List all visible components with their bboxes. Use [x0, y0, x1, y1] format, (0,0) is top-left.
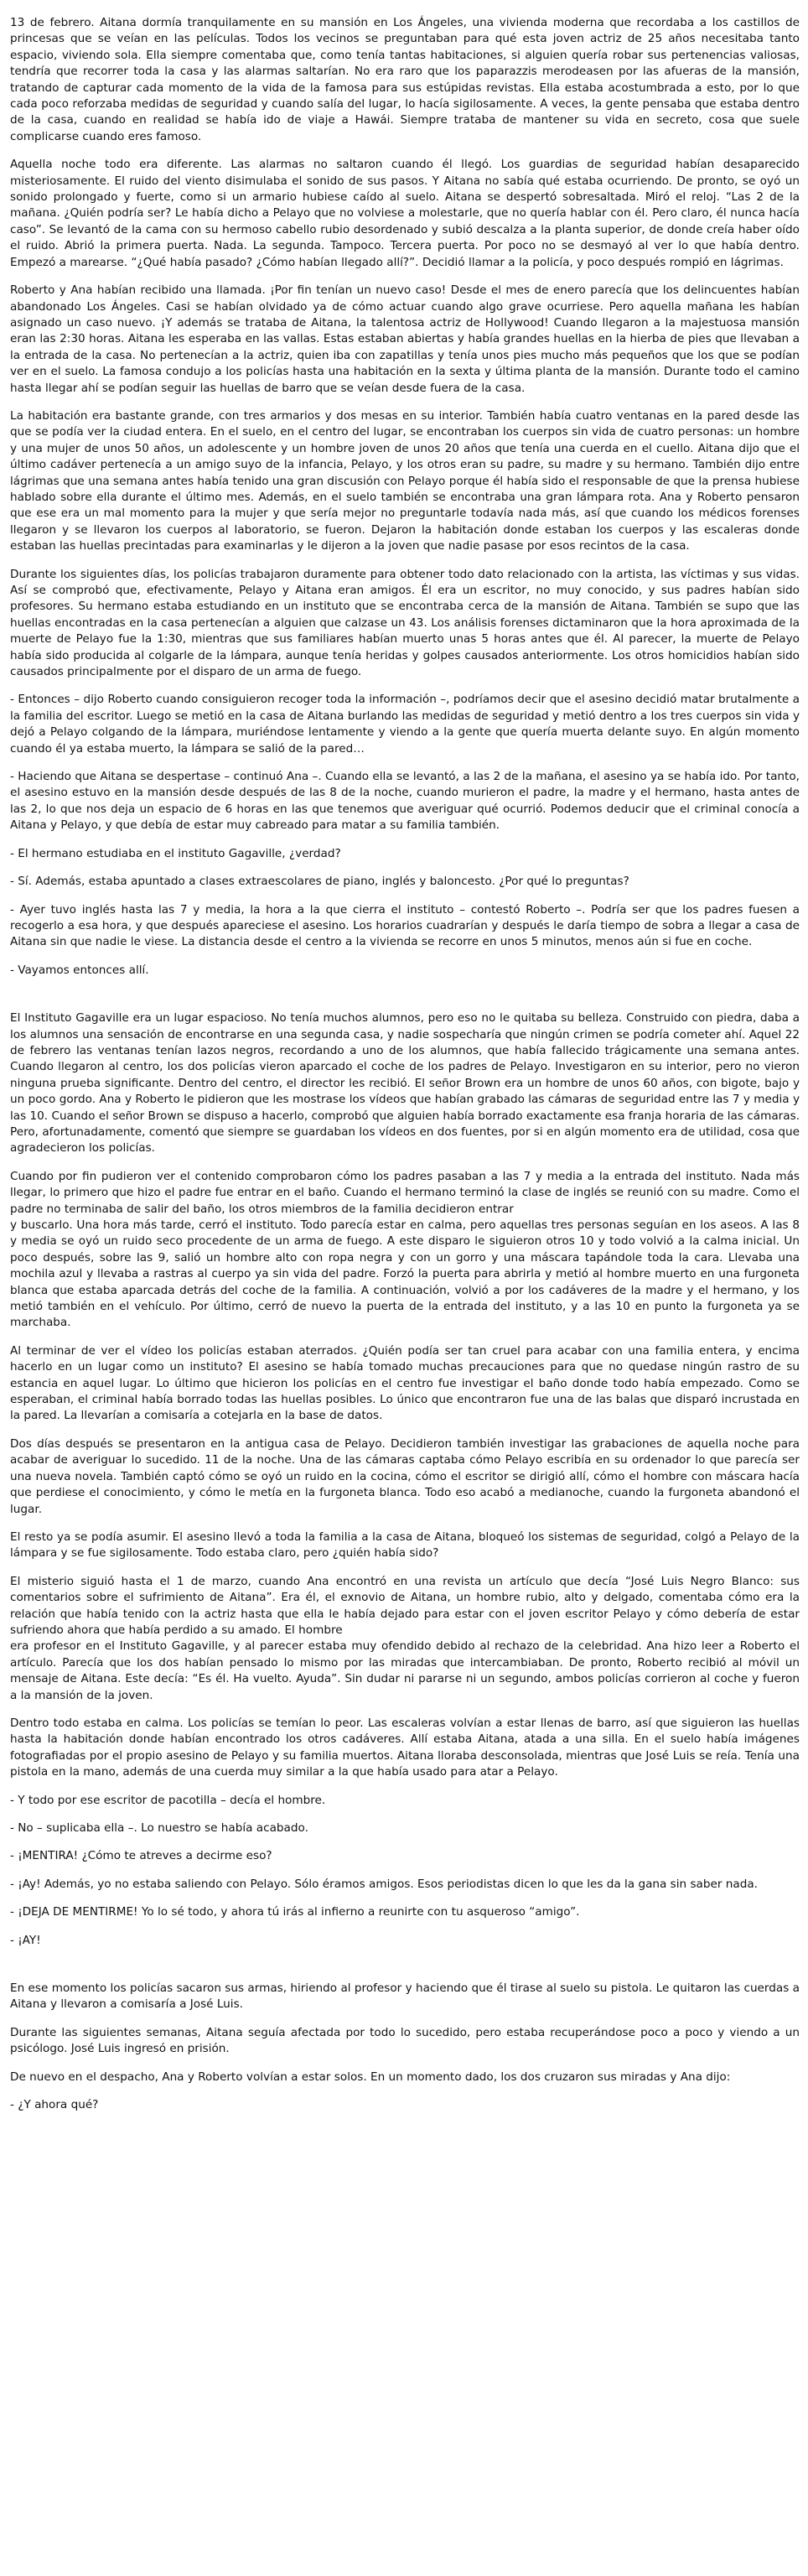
dialogue-line: - Sí. Además, estaba apuntado a clases extraescolares de piano, inglés y baloncesto. ¿Por qué lo preguntas?	[10, 875, 629, 889]
section-gap	[10, 1961, 800, 1981]
dialogue-line: - Y todo por ese escritor de pacotilla – decía el hombre.	[10, 1793, 326, 1807]
paragraph: En ese momento los policías sacaron sus armas, hiriendo al profesor y haciendo que él tirase al suelo su pistola. Le quitaron las cuerdas a Aitana y llevaron a comisaría a José Luis.	[10, 1981, 800, 2012]
paragraph: Al terminar de ver el vídeo los policías estaban aterrados. ¿Quién podía ser tan cruel para acabar con una familia entera, y encima hacerlo en un lugar como un instituto? El asesino se había tomado muchas precauciones para que no quedase ningún rastro de su estancia en aquel lugar. Lo último que hicieron los policías en el centro fue investigar el baño donde todo había empezado. Como se esperaban, el criminal había borrado todas las huellas posibles. Lo único que encontraron fue una de las balas que disparó incrustada en la pared. La llevarían a comisaría a cotejarla en la base de datos.	[10, 1343, 800, 1423]
paragraph: El Instituto Gagaville era un lugar espacioso. No tenía muchos alumnos, pero eso no le quitaba su belleza. Construido con piedra, daba a los alumnos una sensación de encontrarse en una segunda casa, y nadie sospecharía que ningún crimen se podría cometer ahí. Aquel 22 de febrero las ventanas tenían lazos negros, recordando a uno de los alumnos, que había fallecido trágicamente una semana antes. Cuando llegaron al centro, los dos policías vieron aparcado el coche de los padres de Pelayo. Investigaron en su interior, pero no vieron ninguna prueba significante. Dentro del centro, el director les recibió. El señor Brown era un hombre de unos 60 años, con bigote, bajo y un poco gordo. Ana y Roberto le pidieron que les mostrase los vídeos que habían grabado las cámaras de seguridad entre las 7 y media y las 10. Cuando el señor Brown se dispuso a hacerlo, comprobó que alguien había borrado exactamente esa franja horaria de las cámaras. Pero, afortunadamente, comentó que siempre se guardaban los vídeos en dos fuentes, por si en algún momento era de utilidad, cosa que agradecieron los policías.	[10, 1011, 800, 1156]
paragraph: Durante los siguientes días, los policías trabajaron duramente para obtener todo dato relacionado con la artista, las víctimas y sus vidas. Así se comprobó que, efectivamente, Pelayo y Aitana eran amigos. Él era un escritor, no muy conocido, y sus padres habían sido profesores. Su hermano estaba estudiando en un instituto que se encontraba cerca de la mansión de Aitana. También se supo que las huellas encontradas en la casa pertenecían a alguien que calzase un 43. Los análisis forenses dictaminaron que la hora aproximada de la muerte de Pelayo fue la 1:30, mientras que sus familiares habían muerto unas 5 horas antes que él. Al parecer, la muerte de Pelayo había sido producida al colgarle de la lámpara, aunque tenía heridas y golpes causados anteriormente. Los otros homicidios habían sido causados principalmente por el disparo de un arma de fuego.	[10, 567, 800, 679]
dialogue-line: - No – suplicaba ella –. Lo nuestro se había acabado.	[10, 1821, 308, 1835]
dialogue-line: - ¿Y ahora qué?	[10, 2098, 99, 2112]
paragraph: Cuando por fin pudieron ver el contenido comprobaron cómo los padres pasaban a las 7 y media a la entrada del instituto. Nada más llegar, lo primero que hizo el padre fue entrar en el baño. Cuando el hermano terminó la clase de inglés se reunió con su madre. Como el padre no terminaba de salir del baño, los otros miembros de la familia decidieron entrar	[10, 1169, 800, 1216]
paragraph: era profesor en el Instituto Gagaville, y al parecer estaba muy ofendido debido al rechazo de la celebridad. Ana hizo leer a Roberto el artículo. Parecía que los dos habían pensado lo mismo por las miradas que intercambiaban. De pronto, Roberto recibió al móvil un mensaje de Aitana. Este decía: “Es él. Ha vuelto. Ayuda”. Sin dudar ni pararse ni un segundo, ambos policías corrieron al coche y fueron a la mansión de la joven.	[10, 1639, 800, 1702]
dialogue-line: - Vayamos entonces allí.	[10, 963, 149, 977]
paragraph: Aquella noche todo era diferente. Las alarmas no saltaron cuando él llegó. Los guardias de seguridad habían desaparecido misteriosamente. El ruido del viento disimulaba el sonido de sus pasos. Y Aitana no sabía qué estaba ocurriendo. De pronto, se oyó un sonido prolongado y fuerte, como si un armario hubiese caído al suelo. Aitana se despertó sobresaltada. Miró el reloj. “Las 2 de la mañana. ¿Quién podría ser? Le había dicho a Pelayo que no volviese a molestarle, que no quería hablar con él. Pero claro, él nunca hacía caso”. Se levantó de la cama con su hermoso cabello rubio desordenado y subió descalza a la planta superior, de donde creía haber oído el ruido. Abrió la primera puerta. Nada. La segunda. Tampoco. Tercera puerta. Por poco no se desmayó al ver lo que había dentro. Empezó a marearse. “¿Qué había pasado? ¿Cómo habían llegado allí?”. Decidió llamar a la policía, y poco después rompió en lágrimas.	[10, 158, 800, 269]
paragraph: Durante las siguientes semanas, Aitana seguía afectada por todo lo sucedido, pero estaba recuperándose poco a poco y viendo a un psicólogo. José Luis ingresó en prisión.	[10, 2025, 800, 2056]
paragraph: El resto ya se podía asumir. El asesino llevó a toda la familia a la casa de Aitana, bloqueó los sistemas de seguridad, colgó a Pelayo de la lámpara y se fue sigilosamente. Todo estaba claro, pero ¿quién había sido?	[10, 1530, 800, 1561]
dialogue-line: - ¡DEJA DE MENTIRME! Yo lo sé todo, y ahora tú irás al infierno a reunirte con tu asqueroso “amigo”.	[10, 1905, 580, 1919]
paragraph: Dos días después se presentaron en la antigua casa de Pelayo. Decidieron también investigar las grabaciones de aquella noche para acabar de averiguar lo sucedido. 11 de la noche. Una de las cámaras captaba cómo Pelayo escribía en su ordenador lo que parecía ser una nueva novela. También captó cómo se oyó un ruido en la cocina, cómo el escritor se dirigió allí, cómo el hombre con máscara hacía que perdiese el conocimiento, y cómo le metía en la furgoneta blanca. Todo eso acabó a medianoche, cuando la furgoneta abandonó el lugar.	[10, 1436, 800, 1516]
dialogue-line: - Ayer tuvo inglés hasta las 7 y media, la hora a la que cierra el instituto – contestó Roberto –. Podría ser que los padres fuesen a recogerlo a esa hora, y que después apareciese el asesino. Los horarios cuadrarían y después le daría tiempo de sobra a llegar a casa de Aitana sin que nadie le viese. La distancia desde el centro a la vivienda se recorre en unos 5 minutos, menos aún si fue en coche.	[10, 902, 800, 949]
dialogue-line: - ¡MENTIRA! ¿Cómo te atreves a decirme eso?	[10, 1849, 272, 1863]
paragraph: De nuevo en el despacho, Ana y Roberto volvían a estar solos. En un momento dado, los dos cruzaron sus miradas y Ana dijo:	[10, 2070, 731, 2084]
paragraph: 13 de febrero. Aitana dormía tranquilamente en su mansión en Los Ángeles, una vivienda moderna que recordaba a los castillos de princesas que se veían en las películas. Todos los vecinos se preguntaban para qué esta joven actriz de 25 años necesitaba tanto espacio, viviendo sola. Ella siempre comentaba que, como tenía tantas habitaciones, si alguien quería robar sus pertenencias valiosas, tendría que recorrer toda la casa y las alarmas saltarían. No era raro que los paparazzis merodeasen por las afueras de la mansión, tratando de capturar cada momento de la vida de la famosa para sus estúpidas revistas. Ella estaba acostumbrada a esto, por lo que cada poco reforzaba medidas de seguridad y cuando salía del lugar, lo hacía sigilosamente. A veces, la gente pensaba que estaba dentro de la casa, cuando en realidad se había ido de viaje a Hawái. Siempre trataba de mantener su vida en secreto, cosa que suele complicarse cuando eres famoso.	[10, 16, 800, 143]
paragraph: Roberto y Ana habían recibido una llamada. ¡Por fin tenían un nuevo caso! Desde el mes de enero parecía que los delincuentes habían abandonado Los Ángeles. Casi se habían olvidado ya de cómo actuar cuando algo grave ocurriese. Pero aquella mañana les habían asignado un caso nuevo. ¡Y además se trataba de Aitana, la talentosa actriz de Hollywood! Cuando llegaron a la majestuosa mansión eran las 2:30 horas. Aitana les esperaba en las vallas. Estas estaban abiertas y había grandes huellas en la hierba de pies que llevaban a la entrada de la casa. No pertenecían a la actriz, quien iba con zapatillas y tenía unos pies mucho más pequeños que los que se podían ver en el suelo. La famosa condujo a los policías hasta una habitación en la sexta y última planta de la mansión. Durante todo el camino hasta llegar ahí se podían seguir las huellas de barro que se veían desde fuera de la casa.	[10, 283, 800, 395]
paragraph: Dentro todo estaba en calma. Los policías se temían lo peor. Las escaleras volvían a estar llenas de barro, así que siguieron las huellas hasta la habitación donde habían encontrado los otros cadáveres. Allí estaba Aitana, atada a una silla. En el suelo había imágenes fotografiadas por el propio asesino de Pelayo y su familia muertos. Aitana lloraba desconsolada, mientras que José Luis se reía. Tenía una pistola en la mano, además de una cuerda muy similar a la que había usado para atar a Pelayo.	[10, 1716, 800, 1779]
dialogue-line: - Haciendo que Aitana se despertase – continuó Ana –. Cuando ella se levantó, a las 2 de la mañana, el asesino ya se había ido. Por tanto, el asesino estuvo en la mansión desde después de las 8 de la noche, cuando murieron el padre, la madre y el hermano, hasta antes de las 2, lo que nos deja un espacio de 6 horas en las que tenemos que averiguar qué ocurrió. Podemos deducir que el criminal conocía a Aitana y Pelayo, y que debía de estar muy cabreado para matar a su familia también.	[10, 770, 800, 833]
dialogue-line: - Entonces – dijo Roberto cuando consiguieron recoger toda la información –, podríamos decir que el asesino decidió matar brutalmente a la familia del escritor. Luego se metió en la casa de Aitana burlando las medidas de seguridad y metió dentro a los tres cuerpos sin vida y dejó a Pelayo colgando de la lámpara, muriéndose lentamente y viendo a la gente que quería muerta delante suyo. En algún momento cuando él ya estaba muerto, la lámpara se salió de la pared…	[10, 693, 800, 756]
dialogue-line: - ¡Ay! Además, yo no estaba saliendo con Pelayo. Sólo éramos amigos. Esos periodistas dicen lo que les da la gana sin saber nada.	[10, 1877, 759, 1891]
paragraph: La habitación era bastante grande, con tres armarios y dos mesas en su interior. También había cuatro ventanas en la pared desde las que se podía ver la ciudad entera. En el suelo, en el centro del lugar, se encontraban los cuerpos sin vida de cuatro personas: un hombre y una mujer de unos 50 años, un adolescente y un hombre joven de unos 20 años que tenía una cuerda en el cuello. Aitana dijo que el último cadáver pertenecía a un amigo suyo de la infancia, Pelayo, y los otros eran su padre, su madre y su hermano. También dijo entre lágrimas que una semana antes había tenido una gran discusión con Pelayo porque él había sido el responsable de que la prensa hubiese hablado sobre ella durante el último mes. Además, en el suelo también se encontraba una gran lámpara rota. Ana y Roberto pensaron que ese era un mal momento para la mujer y que sería mejor no preguntarle todavía nada más, así que cuando los médicos forenses llegaron y se llevaron los cuerpos al laboratorio, se fueron. Dejaron la habitación donde estaban los cuerpos y las escaleras donde estaban las huellas precintadas para examinarlas y le dijeron a la joven que nadie pasase por esos recintos de la casa.	[10, 408, 800, 553]
dialogue-line: - ¡AY!	[10, 1933, 41, 1947]
dialogue-line: - El hermano estudiaba en el instituto Gagaville, ¿verdad?	[10, 846, 341, 860]
section-gap	[10, 990, 800, 1010]
paragraph: y buscarlo. Una hora más tarde, cerró el instituto. Todo parecía estar en calma, pero aquellas tres personas seguían en los aseos. A las 8 y media se oyó un ruido seco procedente de un arma de fuego. A este disparo le siguieron otros 10 y todo volvió a la calma inicial. Un poco después, sobre las 9, salió un hombre alto con ropa negra y con un gorro y una máscara tapándole toda la cara. Llevaba una mochila azul y llevaba a rastras al cuerpo ya sin vida del padre. Forzó la puerta para abrirla y metió al hombre muerto en una furgoneta blanca que estaba aparcada detrás del coche de la familia. A continuación, volvió a por los cadáveres de la madre y el hermano, y los metió también en el vehículo. Por último, cerró de nuevo la puerta de la entrada del instituto, y a las 10 en punto la furgoneta ya se marchaba.	[10, 1218, 800, 1330]
paragraph: El misterio siguió hasta el 1 de marzo, cuando Ana encontró en una revista un artículo que decía “José Luis Negro Blanco: sus comentarios sobre el sufrimiento de Aitana”. Era él, el exnovio de Aitana, un hombre rubio, alto y delgado, comentaba cómo era la relación que había tenido con la actriz hasta que ella le había dejado para estar con el joven escritor Pelayo y cómo debería de estar sufriendo ahora que había perdido a su amado. El hombre	[10, 1574, 800, 1637]
